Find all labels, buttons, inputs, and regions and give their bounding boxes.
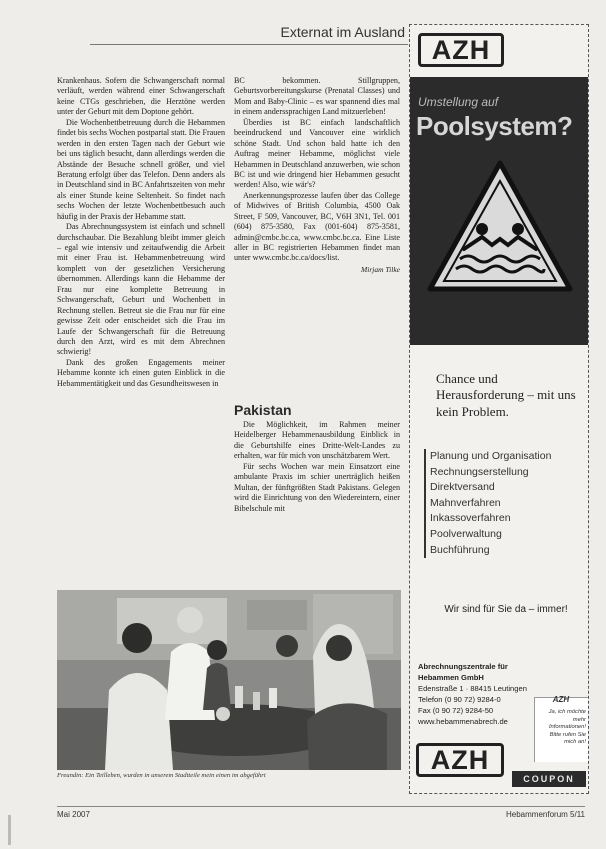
ad-headline: Chance und Herausforderung – mit uns kein Problem. (436, 371, 576, 419)
footer-rule (57, 806, 585, 807)
list-item: Planung und Organisation (424, 449, 584, 465)
company-phone: Telefon (0 90 72) 9284-0 (418, 695, 501, 704)
list-item: Poolverwaltung (424, 527, 584, 543)
company-website[interactable]: www.hebammenabrech.de (418, 717, 508, 726)
paragraph: Krankenhaus. Sofern die Schwangerschaft normal verläuft, werden während einer Schwangerschaft keine CTGs geschrieben, die Herztöne werden unter der Geburt mit dem Doptone gehört. (57, 76, 225, 117)
list-item: Buchführung (424, 543, 584, 559)
coupon-label[interactable]: COUPON (512, 771, 586, 787)
ad-closing: Wir sind für Sie da – immer! (444, 604, 568, 615)
paragraph: Für sechs Wochen war mein Einsatzort eine ambulante Praxis im schier unerträglich heißen Multan, der fünftgrößten Stadt Pakistans. Gelegen wird die Einrichtung von den Wiedereintern, einer Bibelschule mit (234, 461, 400, 513)
ad-question-small: Umstellung auf (418, 95, 499, 109)
coupon-brand: AZH (552, 695, 570, 704)
author-signature: Mirjam Tilke (361, 264, 400, 274)
footer-page-number: Hebammenforum 5/11 (506, 810, 585, 819)
binding-mark (8, 815, 11, 845)
pakistan-column (234, 420, 400, 514)
company-street: Edenstraße 1 · 88415 Leutingen (418, 684, 527, 693)
photo-caption: Freundin: Ein Teilleben, wurden in unserem Stadtteile mein einen im abgeführt (57, 772, 266, 779)
article-photo (57, 590, 401, 770)
ad-services-list (424, 449, 584, 558)
paragraph: BC bekommen. Stillgruppen, Geburtsvorbereitungskurse (Prenatal Classes) und Mom and Baby-Clinic – es war spannend dies mal in einem anderssprachigen Land mitzuerleben! (234, 76, 400, 117)
pool-warning-sign-icon (426, 159, 574, 295)
coupon-text: Ja, ich möchte mehr Informationen! Bitte rufen Sie mich an! (548, 709, 586, 746)
paragraph: Das Abrechnungssystem ist einfach und schnell durchschaubar. Die Bezahlung bleibt immer gleich – egal wie intensiv und zeitaufwendig die Arbeit mit einer Frau ist. Hebammenbetreuung wird komplett von der gesetzlichen Versicherung übernommen. Allerdings kann die Hebamme der Frau nur eine komplette Betreuung in Schwangerschaft, Geburt und Wochenbett in Rechnung stellen. Betreut sie die Frau nur für eine gewisse Zeit oder entscheidet sich die Frau im Laufe der Schwangerschaft für die Betreuung durch den Arzt, wird es mit dem Abrechnen schwierig! (57, 222, 225, 357)
article-column-middle (234, 76, 400, 275)
azh-logo: AZH (418, 33, 504, 67)
article-column-left (57, 76, 225, 389)
list-item: Direktversand (424, 480, 584, 496)
company-name: Abrechnungszentrale für Hebammen GmbH (418, 662, 508, 682)
list-item: Mahnverfahren (424, 496, 584, 512)
paragraph: Die Wochenbettbetreuung durch die Hebammen findet bis sechs Wochen postpartal statt. Die Frauen werden in den ersten Tagen nach der Geburt wie bei uns täglich besucht, dann allerdings werden die Abstände der Besuche schnell größer, und viel Beratung erfolgt über das Telefon. Denn anders als in Deutschland sind in BC Anfahrtszeiten von mehr als einer Stunde keine Seltenheit. So findet nach sechs Wochen der letzte Wochenbettbesuch auch häufig in der Praxis der Hebamme statt. (57, 117, 225, 221)
header-rule (90, 44, 408, 45)
paragraph: Die Möglichkeit, im Rahmen meiner Heidelberger Hebammenausbildung Einblick in die Geburtshilfe eines Dritte-Welt-Landes zu erhalten, war für mich von unschätzbarem Wert. (234, 420, 400, 461)
pakistan-heading: Pakistan (234, 402, 292, 418)
list-item: Inkassoverfahren (424, 511, 584, 527)
section-header: Externat im Ausland (280, 24, 405, 40)
ad-address (418, 661, 536, 727)
azh-logo-bottom: AZH (416, 743, 504, 777)
paragraph: Dank des großen Engagements meiner Hebamme konnte ich einen guten Einblick in die Hebammentätigkeit und das Gesundheitswesen in (57, 357, 225, 388)
photo-illustration (57, 590, 401, 770)
company-fax: Fax (0 90 72) 9284-50 (418, 706, 494, 715)
footer-issue-date: Mai 2007 (57, 810, 90, 819)
paragraph: Anerkennungsprozesse laufen über das College of Midwives of British Columbia, 4500 Oak Street, F 509, Vancouver, BC, V6H 3N1, Tel. 001 (604) 875-3580, Fax (001-604) 875-3581, admin@cmbc.bc.ca, www.cmbc.bc.ca. Eine Liste aller in BC registrierten Hebammen findet man unter www.cmbc.bc.ca/docs/list. (234, 190, 400, 263)
ad-question-big: Poolsystem? (416, 111, 573, 141)
list-item: Rechnungserstellung (424, 465, 584, 481)
azh-advertisement (409, 24, 589, 794)
paragraph: Überdies ist BC einfach landschaftlich beeindruckend und Vancouver eine wirklich schöne Stadt. Und schon bald hatte ich den Auftrag meiner Hebamme, möglichst viele Hebammen in Deutschland anzuwerben, wie schon BC ist und wie dringend hier Hebammen gesucht werden! Also, wie wär's? (234, 117, 400, 190)
